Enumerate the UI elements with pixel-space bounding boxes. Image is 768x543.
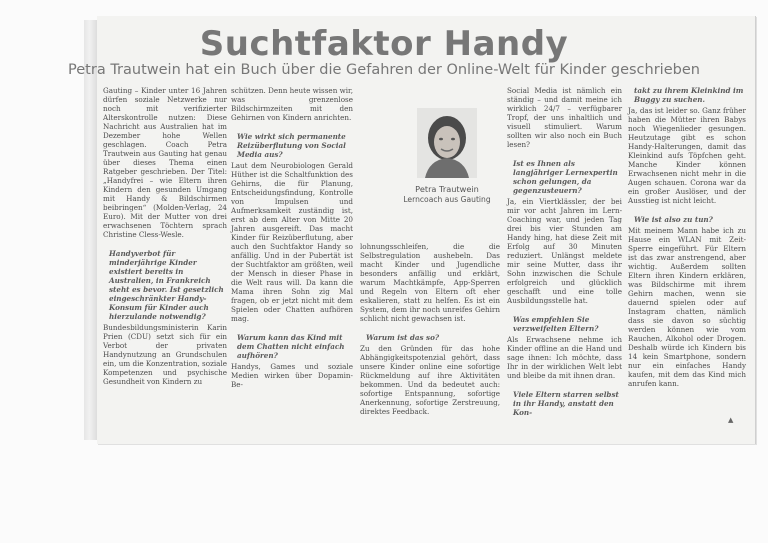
answer-paragraph: Handys, Games und soziale Medien wirken über Dopamin-Be- <box>231 362 353 389</box>
question: Was empfehlen Sie verzweifelten Eltern? <box>513 315 599 333</box>
scan-paper-edge <box>84 20 98 440</box>
end-mark: ▲ <box>728 416 734 424</box>
answer-paragraph: Mit meinem Mann habe ich zu Hause ein WLAN mit Zeit-Sperre eingeführt. Für Eltern ist das zwar anstrengend, aber wichtig. Außerdem sollten Eltern ihren Kindern erklären, was Bildschirme mit ihrem Gehirn machen, wenn sie dauernd spielen oder auf Instagram chatten, nämlich dass sie davon so süchtig werden können wie vom Rauchen, Alkohol oder Drogen. Deshalb würde ich Kindern bis 14 kein Smartphone, sondern nur ein einfaches Handy kaufen, mit dem das Kind mich anrufen kann. <box>628 226 746 388</box>
question: Viele Eltern starren selbst in ihr Handy, anstatt den Kon- <box>513 390 619 417</box>
answer-paragraph: Als Erwachsene nehme ich Kinder offline an die Hand und sage ihnen: Ich möchte, dass Ihr in der wirklichen Welt lebt und bleibe da mit ihnen dran. <box>507 335 622 380</box>
answer-paragraph: Ja, ein Viertklässler, der bei mir vor acht Jahren im Lern-Coaching war, und jeden Tag drei bis vier Stunden am Handy hing, hat diese Zeit mit Erfolg auf 30 Minuten reduziert. Unlängst meldete mir seine Mutter, dass ihr Sohn inzwischen die Schule erfolgreich und glücklich geschafft und eine tolle Ausbildungsstelle hat. <box>507 197 622 305</box>
column-4 <box>507 86 622 419</box>
headline: Suchtfaktor Handy <box>199 24 569 64</box>
photo-caption-name: Petra Trautwein <box>415 184 479 194</box>
answer-paragraph: Laut dem Neurobiologen Gerald Hüther ist die Schaltfunktion des Gehirns, die für Planung, Entscheidungsfindung, Kontrolle von Impulsen und Aufmerksamkeit zuständig ist, erst ab dem Alter von Mitte 20 Jahren ausgereift. Das macht Kinder für Reizüberflutung, aber auch den Suchtfaktor Handy so anfällig. Und in der Pubertät ist der Suchtfaktor am größten, weil der Mensch in dieser Phase in die Welt raus will. Da kann die Mama ihren Sohn zig Mal fragen, ob er jetzt nicht mit dem Spielen oder Chatten aufhören mag. <box>231 161 353 323</box>
question-continued: takt zu ihrem Kleinkind im Buggy zu suchen. <box>634 86 744 104</box>
subheadline: Petra Trautwein hat ein Buch über die Gefahren der Online-Welt für Kinder geschrieben <box>68 62 700 78</box>
question: Wie ist also zu tun? <box>634 215 713 224</box>
answer-paragraph: Zu den Gründen für das hohe Abhängigkeitspotenzial gehört, dass unsere Kinder online eine sofortige Rückmeldung auf ihre Aktivitäten bekommen. Und da bedeutet auch: sofortige Entspannung, sofortige Anerkennung, sofortige Zerstreuung, direktes Feedback. <box>360 344 500 416</box>
question: Wie wirkt sich permanente Reizüberflutung von Social Media aus? <box>237 132 346 159</box>
answer-paragraph: Bundesbildungsministerin Karin Prien (CDU) setzt sich für ein Verbot der privaten Handynutzung an Grundschulen ein, um die Konzentration, soziale Kompetenzen und psychische Gesundheit von Kindern zu <box>103 323 227 386</box>
question: Ist es Ihnen als langjähriger Lernexpertin schon gelungen, da gegenzusteuern? <box>513 159 618 195</box>
column-1 <box>103 86 227 392</box>
answer-paragraph: lohnungsschleifen, die die Selbstregulation aushebeln. Das macht Kinder und Jugendliche besonders anfällig und erklärt, warum Machtkämpfe, App-Sperren und Regeln von Eltern oft eher eskalieren, statt zu helfen. Es ist ein System, dem ihr noch unreifes Gehirn schlicht nicht gewachsen ist. <box>360 242 500 323</box>
photo-caption-role: Lerncoach aus Gauting <box>403 195 491 204</box>
question: Warum kann das Kind mit dem Chatten nicht einfach aufhören? <box>237 333 345 360</box>
question: Warum ist das so? <box>366 333 440 342</box>
intro-paragraph: Gauting – Kinder unter 16 Jahren dürfen soziale Netzwerke nur noch mit verifizierter Alterskontrolle nutzen: Diese Nachricht aus Australien hat im Dezember hohe Wellen geschlagen. Coach Petra Trautwein aus Gauting hat genau über dieses Thema einen Ratgeber geschrieben. Der Titel: „Handyfrei – wie Eltern ihren Kindern den gesunden Umgang mit Handy & Bildschirmen beibringen“ (Molden-Verlag, 24 Euro). Mit der Mutter von drei erwachsenen Töchtern sprach Christine Cless-Wesle. <box>103 86 227 239</box>
question: Handyverbot für minderjährige Kinder existiert bereits in Australien, in Frankreich steht es bevor. Ist gesetzlich eingeschränkter Handy-Konsum für Kinder auch hierzulande notwendig? <box>109 249 224 321</box>
portrait-photo <box>417 108 477 178</box>
column-2 <box>231 86 353 395</box>
column-3 <box>360 242 500 422</box>
answer-paragraph: schützen. Denn heute wissen wir, was grenzenlose Bildschirmzeiten mit den Gehirnen von Kindern anrichten. <box>231 86 353 122</box>
answer-paragraph: Ja, das ist leider so. Ganz früher haben die Mütter ihren Babys noch Wiegenlieder gesungen. Heutzutage gibt es schon Handy-Halterungen, damit das Kleinkind aufs Töpfchen geht. Manche Kinder können Erwachsenen nicht mehr in die Augen schauen. Corona war da ein großer Auslöser, und der Ausstieg ist nicht leicht. <box>628 106 746 205</box>
answer-paragraph: Social Media ist nämlich ein ständig – und damit meine ich wirklich 24/7 – verfügbarer Tropf, der uns inhaltlich und visuell stimuliert. Warum sollten wir also noch ein Buch lesen? <box>507 86 622 149</box>
column-5 <box>628 86 746 394</box>
